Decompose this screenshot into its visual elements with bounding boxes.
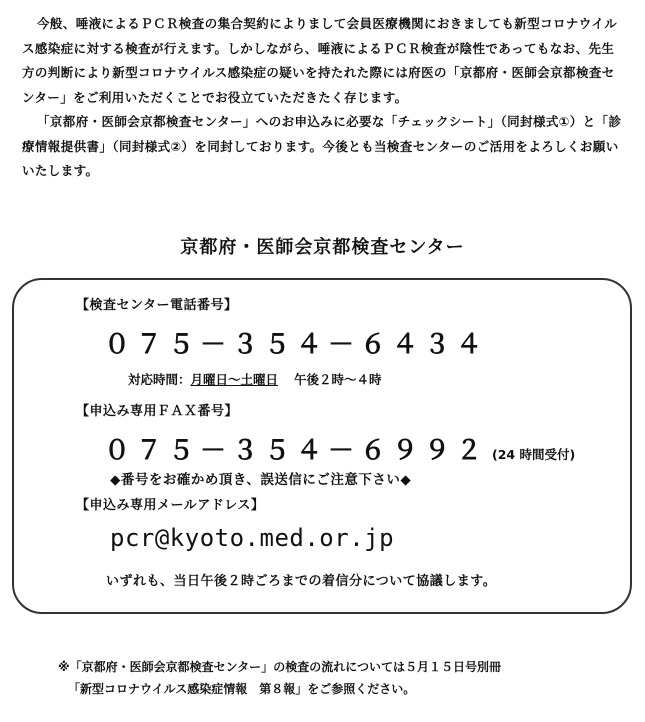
- footnote: [58, 656, 638, 700]
- fax-number-line: [104, 430, 575, 467]
- phone-label: 【検査センター電話番号】: [76, 298, 238, 313]
- intro-paragraph-1: 今般、唾液によるＰＣＲ検査の集合契約によりまして会員医療機関におきましても新型コロナウイルス感染症に対する検査が行えます。しかしながら、唾液によるＰＣＲ検査が陰性であってもなお、先生方の判断により新型コロナウイルス感染症の疑いを持たれた際には府医の「京都府・医師会京都検査センター」をご利用いただくことでお役立ていただきたく存じます。: [22, 16, 618, 105]
- fax-note: (24 時間受付): [492, 447, 576, 462]
- office-hours: [128, 370, 382, 388]
- footnote-line-2: 「新型コロナウイルス感染症情報 第８報」をご参照ください。: [68, 682, 416, 696]
- intro-paragraph-2: 「京都府・医師会京都検査センター」へのお申込みに必要な「チェックシート」（同封様式①）と「診療情報提供書」（同封様式②）を同封しております。今後とも当検査センターのご活用をよろしくお願いいたします。: [22, 114, 622, 178]
- center-title: 京都府・医師会京都検査センター: [180, 237, 465, 258]
- fax-number[interactable]: ０７５－３５４－６９９２: [104, 436, 489, 466]
- contact-box: [12, 278, 632, 614]
- footnote-line-1: ※「京都府・医師会京都検査センター」の検査の流れについては５月１５日号別冊: [58, 660, 501, 674]
- phone-number[interactable]: ０７５－３５４－６４３４: [104, 330, 489, 360]
- email-address[interactable]: pcr@kyoto.med.or.jp: [110, 524, 395, 552]
- email-label: 【申込み専用メールアドレス】: [76, 498, 265, 513]
- hours-time: 午後２時～４時: [294, 372, 382, 387]
- hours-days: 月曜日～土曜日: [190, 372, 279, 387]
- misdial-warning: ◆番号をお確かめ頂き、誤送信にご注意下さい◆: [110, 472, 412, 488]
- fax-label: 【申込み専用ＦＡＸ番号】: [76, 404, 239, 419]
- deadline-note: いずれも、当日午後２時ごろまでの着信分について協議します。: [106, 574, 497, 589]
- intro-text: [22, 12, 622, 184]
- hours-prefix: 対応時間：: [128, 372, 191, 387]
